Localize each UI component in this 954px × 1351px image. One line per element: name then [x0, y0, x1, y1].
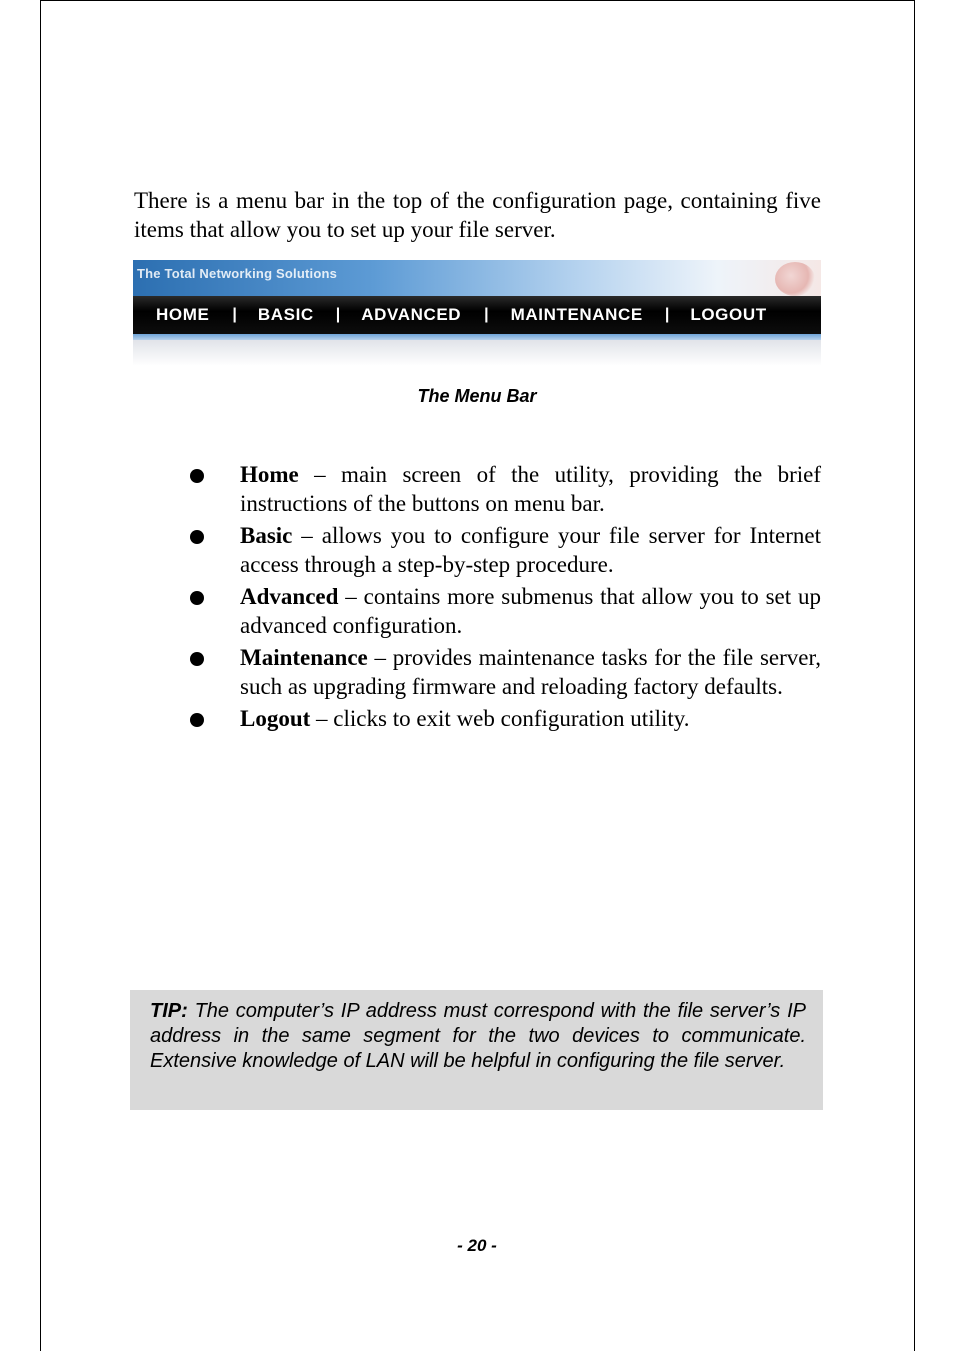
menu-bar-shadow [133, 340, 821, 366]
list-item [134, 522, 821, 579]
bullet-icon [190, 591, 204, 605]
item-term: Basic [240, 523, 293, 548]
item-term: Maintenance [240, 645, 368, 670]
menu-separator: | [484, 306, 489, 323]
menu-item-logout[interactable]: LOGOUT [690, 305, 767, 324]
page-number: - 20 - [457, 1236, 497, 1255]
menu-bar-banner [133, 260, 821, 296]
item-description: – main screen of the utility, providing the brief instructions of the buttons on menu bar. [240, 462, 821, 516]
list-item [134, 644, 821, 701]
menu-item-home[interactable]: HOME [156, 305, 210, 324]
menu-bar [133, 296, 821, 334]
menu-separator: | [664, 306, 670, 323]
bullet-icon [190, 530, 204, 544]
item-description: – allows you to configure your file server for Internet access through a step-by-step procedure. [240, 523, 821, 577]
item-term: Advanced [240, 584, 339, 609]
tip-box [130, 990, 823, 1110]
page-border-top [40, 0, 915, 1]
menu-item-advanced[interactable]: ADVANCED [361, 305, 462, 324]
figure-caption: The Menu Bar [417, 386, 537, 406]
intro-paragraph: There is a menu bar in the top of the configuration page, containing five items that allow you to set up your file server. [134, 188, 821, 242]
bullet-icon [190, 713, 204, 727]
bullet-icon [190, 469, 204, 483]
menu-item-maintenance[interactable]: MAINTENANCE [510, 305, 643, 324]
menu-bar-figure [133, 260, 821, 366]
menu-item-basic[interactable]: BASIC [257, 305, 314, 324]
menu-items-description-list [134, 461, 821, 738]
tip-text: The computer’s IP address must correspond with the file server’s IP address in the same segment for the two devices to communicate. Extensive knowledge of LAN will be helpful in configuring the file server. [150, 1000, 806, 1072]
list-item [134, 583, 821, 640]
menu-separator: | [232, 306, 237, 323]
page-border-right [914, 0, 915, 1351]
bullet-icon [190, 652, 204, 666]
item-term: Logout [240, 706, 311, 731]
page-border-left [40, 0, 41, 1351]
list-item [134, 461, 821, 518]
banner-decoration [775, 262, 815, 296]
list-item [134, 705, 821, 734]
banner-tagline: The Total Networking Solutions [137, 266, 338, 281]
item-term: Home [240, 462, 299, 487]
item-description: – provides maintenance tasks for the file server, such as upgrading firmware and reloading factory defaults. [240, 645, 821, 699]
menu-separator: | [335, 306, 341, 323]
tip-label: TIP: [150, 1000, 188, 1022]
item-description: – clicks to exit web configuration utility. [310, 706, 690, 731]
item-description: – contains more submenus that allow you to set up advanced configuration. [240, 584, 821, 638]
